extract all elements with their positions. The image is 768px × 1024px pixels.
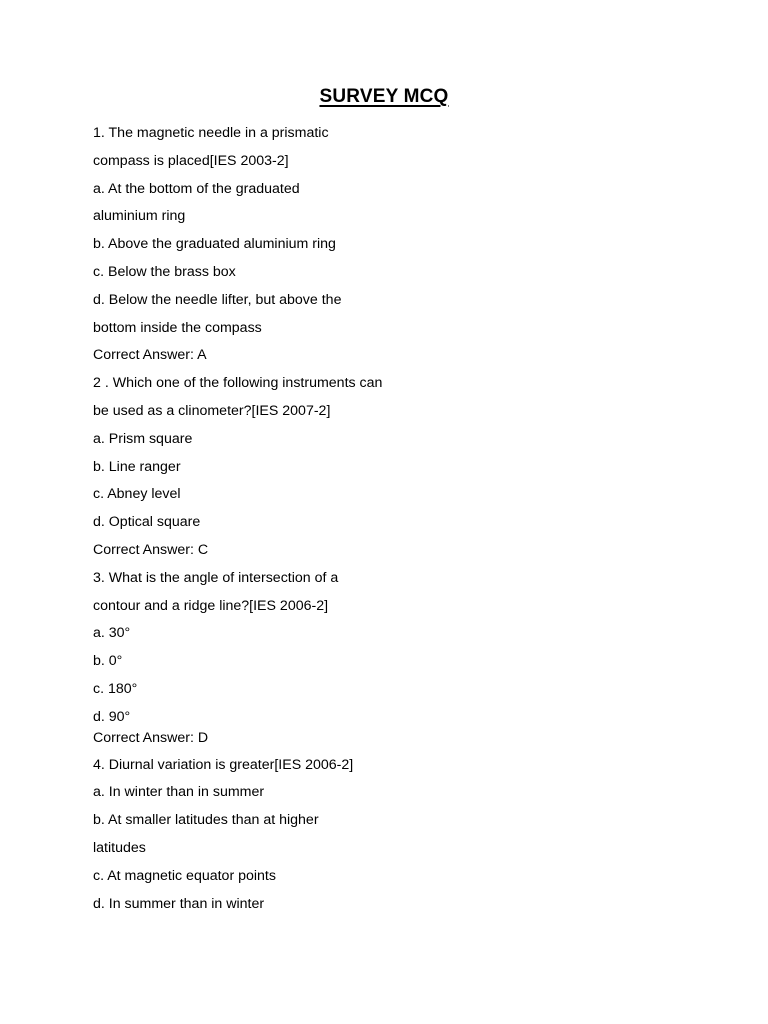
question-1-answer: Correct Answer: A — [93, 347, 207, 364]
question-1-option-b: b. Above the graduated aluminium ring — [93, 236, 336, 253]
question-1-option-d-line-2: bottom inside the compass — [93, 319, 262, 336]
question-1-option-c: c. Below the brass box — [93, 263, 236, 280]
question-4-option-c: c. At magnetic equator points — [93, 867, 276, 884]
question-3-option-b: b. 0° — [93, 653, 123, 670]
question-2-line-2: be used as a clinometer?[IES 2007-2] — [93, 402, 331, 419]
question-2-line-1: 2 . Which one of the following instruments can — [93, 375, 383, 392]
question-4-option-d: d. In summer than in winter — [93, 895, 265, 912]
question-3-answer: Correct Answer: D — [93, 729, 209, 746]
question-3-option-d: d. 90° — [93, 708, 131, 725]
question-3-option-c: c. 180° — [93, 680, 138, 697]
page-title: SURVEY MCQ — [319, 86, 449, 107]
question-2-answer: Correct Answer: C — [93, 541, 209, 558]
question-3-option-a: a. 30° — [93, 625, 131, 642]
question-4-option-a: a. In winter than in summer — [93, 784, 265, 801]
question-4-line-1: 4. Diurnal variation is greater[IES 2006-2] — [93, 756, 354, 773]
question-2-option-c: c. Abney level — [93, 486, 181, 503]
question-3-line-1: 3. What is the angle of intersection of a — [93, 569, 339, 586]
mcq-content — [93, 120, 693, 918]
question-1-line-1: 1. The magnetic needle in a prismatic — [93, 125, 329, 141]
question-1-option-d-line-1: d. Below the needle lifter, but above the — [93, 291, 342, 308]
question-3-line-2: contour and a ridge line?[IES 2006-2] — [93, 597, 329, 614]
question-4-option-b-line-2: latitudes — [93, 839, 146, 856]
question-1-option-a-line-1: a. At the bottom of the graduated — [93, 180, 300, 197]
question-1-option-a-line-2: aluminium ring — [93, 208, 186, 225]
question-4-option-b-line-1: b. At smaller latitudes than at higher — [93, 812, 319, 829]
question-2-option-d: d. Optical square — [93, 514, 201, 531]
question-2-option-b: b. Line ranger — [93, 458, 181, 475]
question-2-option-a: a. Prism square — [93, 430, 193, 447]
question-1-line-2: compass is placed[IES 2003-2] — [93, 152, 289, 169]
